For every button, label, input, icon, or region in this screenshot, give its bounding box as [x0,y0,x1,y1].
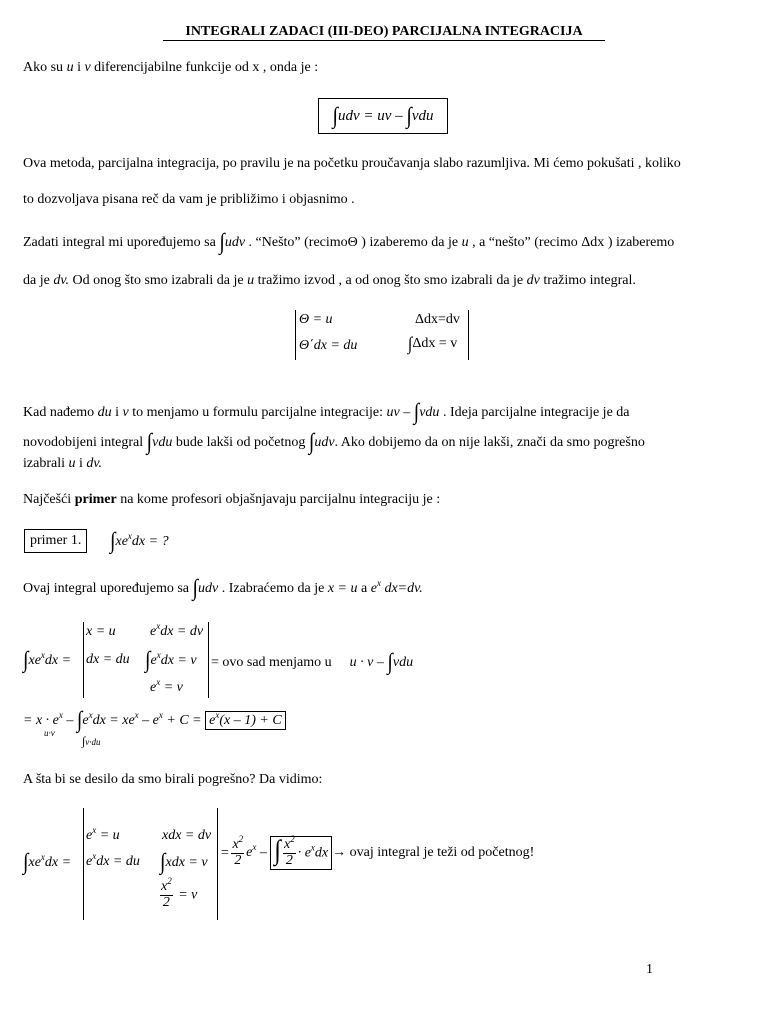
example-1-right-bar [208,622,209,698]
example-1-note: = ovo sad menjamo u u · v – ∫vdu [211,649,414,675]
paragraph-1-line-1: Ova metoda, parcijalna integracija, po pravilu je na početku proučavanja slabo razumljiva. Mi ćemo pokušati , koliko [23,156,681,171]
title-underline [163,40,605,41]
example-2-cell: ∫xdx = v [160,849,208,875]
integral-sign: ∫ [145,647,151,673]
integral-sign: ∫ [308,429,315,455]
example-1-line-2: = $x \cdot e^x - \int e^xdx = xe^x - e^x + C = e^x(x - 1) + C$ [23,710,286,730]
example-2-right-bar [217,808,218,920]
table-1-left-bar [295,310,296,360]
integral-sign: ∫ [76,707,83,733]
underbrace-label-uv: u·v [44,728,55,738]
paragraph-2: Zadati integral mi upoređujemo sa ∫udv . “Nešto” (recimoΘ ) izaberemo da je u , a “nešto” (recimo Δdx ) izaberemo [23,229,675,255]
integral-sign: ∫ [219,229,225,255]
paragraph-1-line-2: to dozvoljava pisana reč da vam je približimo i objasnimo . [23,192,355,207]
paragraph-3: da je dv. Od onog što smo izabrali da je u tražimo izvod , a od onog što smo izabrali da je dv tražimo integral. [23,273,636,288]
example-2-left-bar [83,808,84,920]
table-1-cell: ∫Δdx = v [408,334,458,355]
integral-sign: ∫ [387,649,393,675]
integral-sign: ∫ [192,575,198,601]
example-2-cell: xdx = dv [162,828,212,843]
paragraph-6: izabrali u i dv. [23,456,103,471]
example-2-cell: $\frac{x^2}{2}$ = v [161,876,198,910]
integration-by-parts-formula: ∫udv = uv – ∫vdu [318,98,448,134]
paragraph-5: novodobijeni integral ∫vdu bude lakši od početnog ∫udv. Ako dobijemo da on nije lakši, znači da smo pogrešno [23,429,645,455]
table-1-cell: Θ΄dx = du [299,338,358,353]
primer-integral: $\int xe^xdx$ = ? [110,528,169,554]
paragraph-8: Ovaj integral upoređujemo sa ∫udv . Izabraćemo da je x = u a $e^x$ dx=dv. [23,575,423,601]
integral-sign: ∫ [146,429,153,455]
integral-sign: ∫ [160,849,166,875]
example-1-cell: x = u [86,624,116,639]
primer-label: primer 1. [24,529,87,553]
example-2-cell: $e^x = u$ [86,825,120,843]
paragraph-7: Najčešći primer na kome profesori objašnjavaju parcijalnu integraciju je : [23,492,441,507]
example-1-cell: dx = du [86,652,130,667]
integral-sign: ∫ [110,528,116,554]
underbrace-label-vdu: ∫v·du [82,734,101,748]
integral-sign: ∫ [406,103,412,129]
example-1-lhs: $\int xe^xdx$ = [23,647,72,673]
table-1-cell: Θ = u [299,312,333,327]
integral-sign: ∫ [274,836,281,867]
page-title: INTEGRALI ZADACI (III-DEO) PARCIJALNA INTEGRACIJA [185,24,583,39]
example-2-lhs: $\int xe^xdx$ = [23,849,72,875]
intro-line: Ako su u i v diferencijabilne funkcije od x , onda je : [23,60,319,75]
integral-sign: ∫ [408,334,413,355]
example-1-result: $e^x(x - 1) + C$ [205,711,286,730]
table-1-cell: Δdx=dv [415,312,460,327]
example-1-left-bar [83,622,84,698]
page-number: 1 [646,962,653,977]
example-2-cell: $e^xdx$ = du [86,851,140,869]
integral-sign: ∫ [23,647,29,673]
integral-sign: ∫ [413,399,420,425]
arrow-right-icon: → [332,845,347,861]
example-1-cell: $\int e^xdx = v$ [145,647,197,673]
table-1-right-bar [468,310,469,360]
integral-sign: ∫ [332,103,338,129]
paragraph-4: Kad nađemo du i v to menjamo u formulu parcijalne integracije: uv – ∫vdu . Ideja parcijalne integracije je da [23,399,630,425]
integral-sign: ∫ [23,849,29,875]
example-1-cell: $e^xdx$ = dv [150,621,204,639]
example-1-cell: $e^x = v$ [150,677,183,695]
example-2-boxed-integral: ∫ $\frac{x^2}{2}$ · $e^xdx$ [270,836,332,870]
example-2-rhs: = $\frac{x^2}{2}$ $e^x$ – ∫ $\frac{x^2}{2}$ · $e^xdx$ → ovaj integral je teži od početnog! [220,836,534,870]
paragraph-9: A šta bi se desilo da smo birali pogrešno? Da vidimo: [23,772,323,787]
